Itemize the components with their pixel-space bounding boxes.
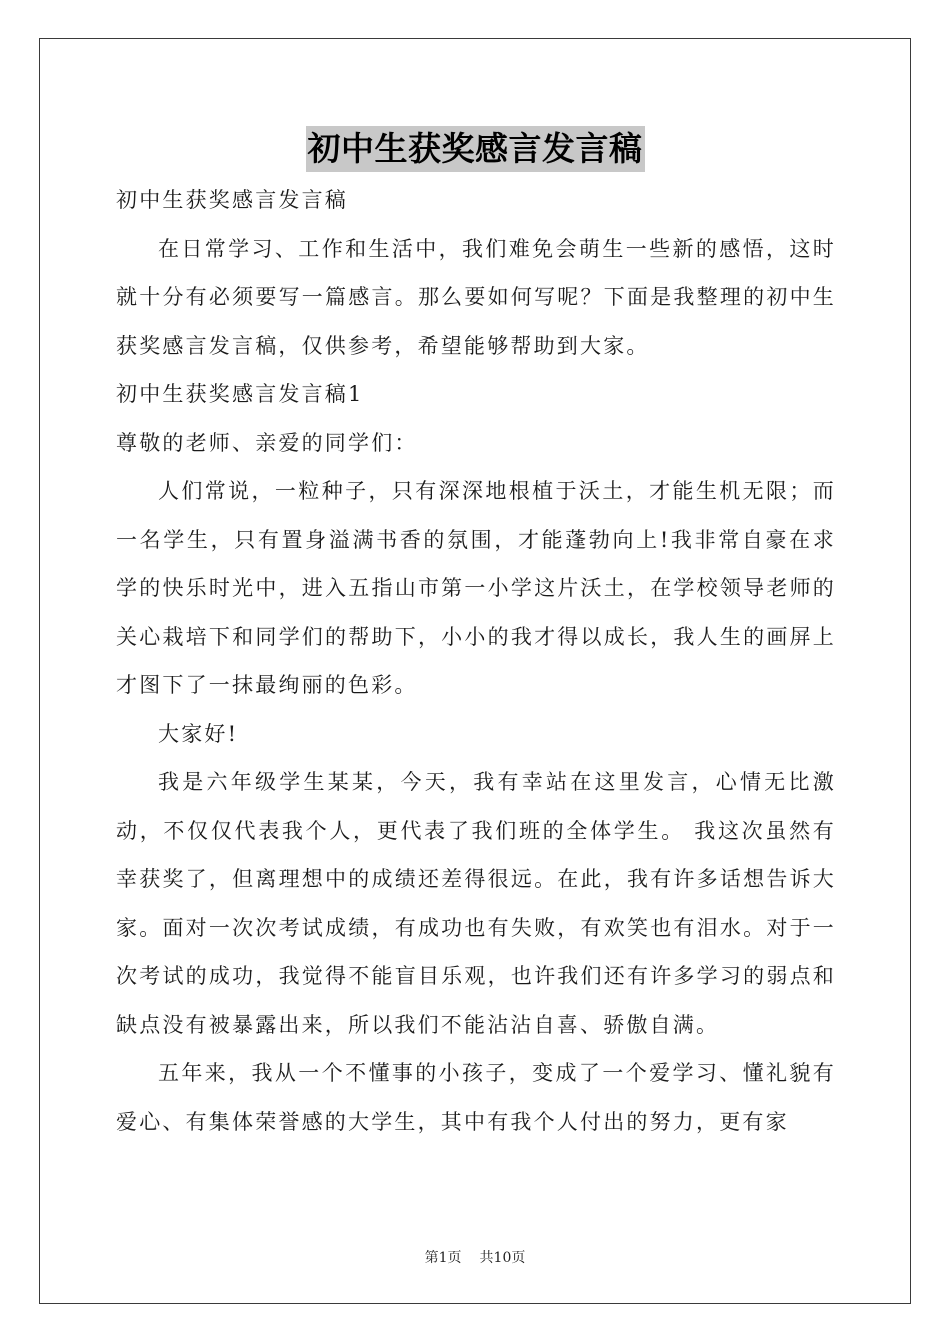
page-number: 第1页 (424, 1250, 462, 1266)
paragraph-salutation: 尊敬的老师、亲爱的同学们： (116, 430, 418, 455)
paragraph-body: 人们常说，一粒种子，只有深深地根植于沃土，才能生机无限；而一名学生，只有置身溢满书香的氛围，才能蓬勃向上!我非常自豪在求学的快乐时光中，进入五指山市第一小学这片沃土，在学校领导老师的关心栽培下和同学们的帮助下，小小的我才得以成长，我人生的画屏上才图下了一抹最绚丽的色彩。 (116, 479, 836, 697)
paragraph-intro: 在日常学习、工作和生活中，我们难免会萌生一些新的感悟，这时就十分有必须要写一篇感言。那么要如何写呢？下面是我整理的初中生获奖感言发言稿，仅供参考，希望能够帮助到大家。 (116, 236, 836, 358)
paragraph-body: 我是六年级学生某某，今天，我有幸站在这里发言，心情无比激动，不仅仅代表我个人，更代表了我们班的全体学生。 我这次虽然有幸获奖了，但离理想中的成绩还差得很远。在此，我有许多话想告诉大家。面对一次次考试成绩，有成功也有失败，有欢笑也有泪水。对于一次考试的成功，我觉得不能盲目乐观，也许我们还有许多学习的弱点和缺点没有被暴露出来，所以我们不能沾沾自喜、骄傲自满。 (116, 770, 836, 1037)
paragraph-body: 五年来，我从一个不懂事的小孩子，变成了一个爱学习、懂礼貌有爱心、有集体荣誉感的大学生，其中有我个人付出的努力，更有家 (116, 1061, 836, 1134)
page-footer (0, 1248, 950, 1268)
title-container (0, 126, 950, 172)
document-title: 初中生获奖感言发言稿 (306, 126, 645, 172)
page-total: 共10页 (479, 1250, 526, 1266)
document-body (116, 176, 836, 1146)
paragraph-section-heading: 初中生获奖感言发言稿1 (116, 382, 364, 406)
paragraph-greeting: 大家好! (158, 721, 239, 746)
paragraph-subtitle: 初中生获奖感言发言稿 (116, 188, 348, 212)
